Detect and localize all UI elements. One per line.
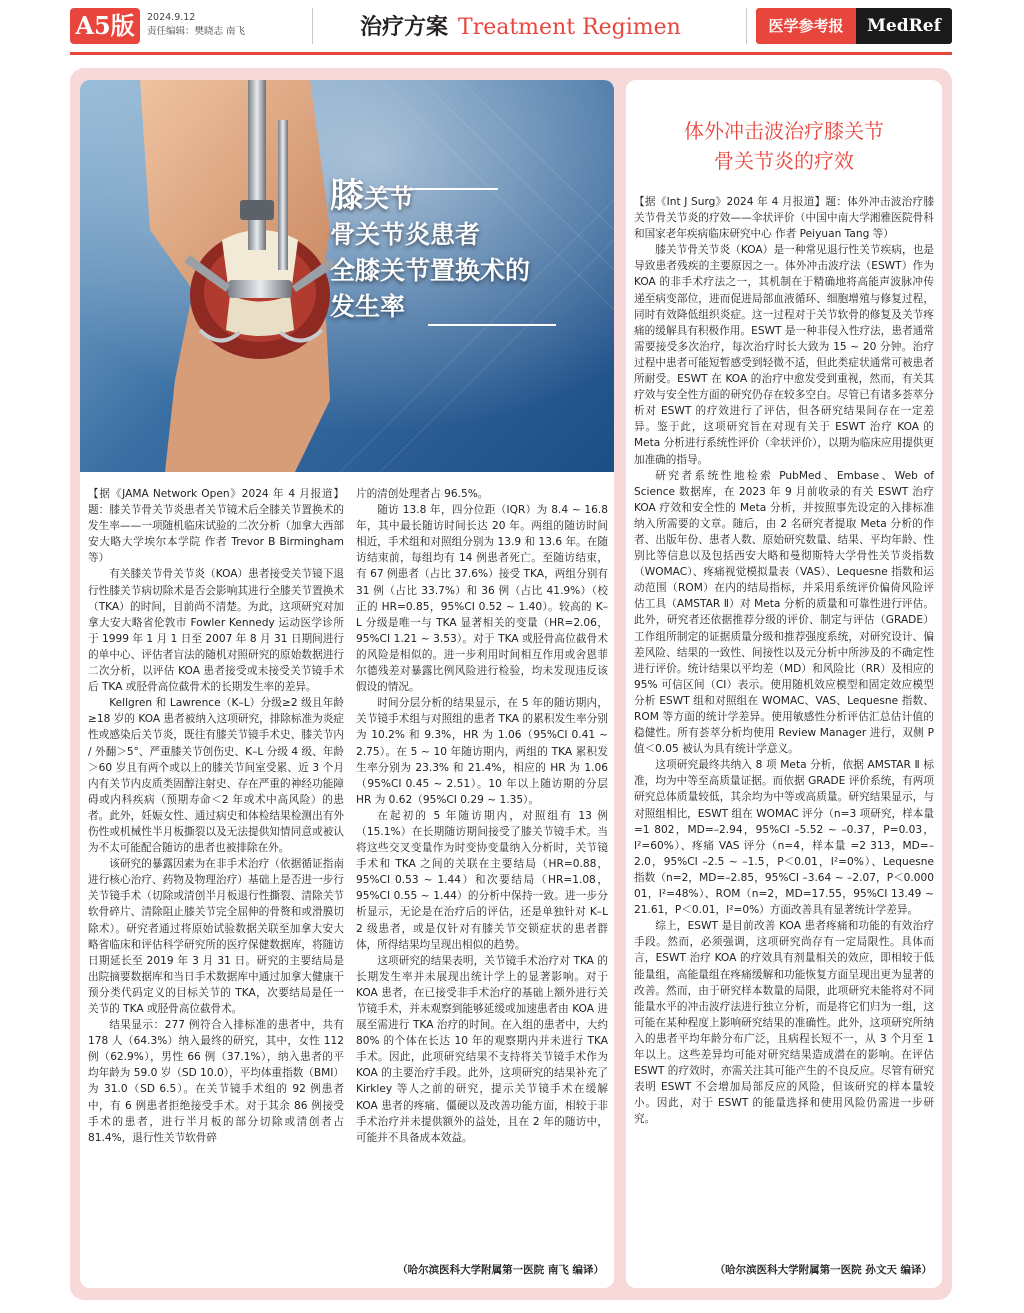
- article-column-1: [88, 486, 344, 1146]
- content-frame: [70, 68, 952, 1300]
- brand-name-cn: 医学参考报: [756, 8, 856, 44]
- article-paragraph: 随访 13.8 年，四分位距（IQR）为 8.4 ~ 16.8 年，其中最长随访时间长达 20 年。两组的随访时间相近，手术组和对照组分别为 13.9 和 13.6 年。在随访结束前，每组均有 14 例患者死亡。至随访结束，有 67 例患者（占比 37.6%）接受 TKA，两组分别有 31 例（占比 33.7%）和 36 例（占比 41.9%）（校正的 HR=0.85，95%CI 0.52 ~ 1.40）。较高的 K–L 分级是唯一与 TKA 显著相关的变量（HR=2.06，95%CI 1.21 ~ 3.53）。对于 TKA 或胫骨高位截骨术的风险是相似的。进一步利用时间相互作用或舍恩菲尔德残差对暴露比例风险进行检验，均未发现违反该假设的情况。: [356, 504, 608, 694]
- hero-title-char: 膝: [330, 176, 364, 216]
- article-paragraph: 有关膝关节骨关节炎（KOA）患者接受关节镜下退行性膝关节病切除术是否会影响其进行全膝关节置换术（TKA）的时间，目前尚不清楚。为此，这项研究对加拿大安大略省伦敦市 Fowler Kennedy 运动医学诊所于 1999 年 1 月 1 日至 2007 年 8 月 31 日期间进行的单中心、评估者盲法的随机对照研究的原始数据进行二次分析，以评估 KOA 患者接受或未接受关节镜手术后 TKA 或胫骨高位截骨术的长期发生率的差异。: [88, 568, 344, 694]
- hero-title-line4: 发生率: [330, 292, 406, 321]
- article-paragraph: 这项研究的结果表明，关节镜手术治疗对 TKA 的长期发生率并未展现出统计学上的显著影响。对于 KOA 患者，在已接受非手术治疗的基础上额外进行关节镜手术，并未观察到能够延缓或加速患者由 KOA 进展至需进行 TKA 治疗的时间。在入组的患者中，大约 80% 的个体在长达 10 年的观察期内并未进行 TKA 手术。因此，此项研究结果不支持将关节镜手术作为 KOA 的主要治疗手段。此外，这项研究的结果补充了 Kirkley 等人之前的研究，提示关节镜手术在缓解 KOA 患者的疼痛、僵硬以及改善功能方面，相较于非手术治疗并未提供额外的益处，且在 2 年的随访中，可能并不具备成本效益。: [356, 954, 608, 1144]
- header-divider: [312, 8, 313, 44]
- issue-meta: [147, 11, 245, 39]
- article-paragraph: 研究者系统性地检索 PubMed、Embase、Web of Science 数据库，在 2023 年 9 月前收录的有关 ESWT 治疗 KOA 疗效和安全性的 Meta 分析，并按照事先设定的入排标准纳入所需要的文章。随后，由 2 名研究者提取 Meta 分析的作者、出版年份、患者人数、原始研究数量、结果、平均年龄、性别比等信息以及包括西安大略和曼彻斯特大学骨性关节炎指数（WOMAC）、疼痛视觉模拟量表（VAS）、Lequesne 指数和运动范围（ROM）在内的结局指标，并采用系统评价偏倚风险评估工具（AMSTAR Ⅱ）对 Meta 分析的质量和可靠性进行评估。此外，研究者还依据推荐分级的评价、制定与评估（GRADE）工作组所制定的证据质量分级和推荐强度系统，对研究设计、偏差风险、结果的一致性、间接性以及元分析中所涉及的不确定性进行评价。统计结果以平均差（MD）和风险比（RR）及相应的 95% 可信区间（CI）表示。使用随机效应模型和固定效应模型分析 ESWT 组和对照组在 WOMAC、VAS、Lequesne 指数、ROM 等方面的统计学差异。使用敏感性分析评估汇总估计值的稳健性。所有荟萃分析均使用 Review Manager 进行，双侧 P 值＜0.05 被认为具有统计学意义。: [634, 469, 934, 756]
- article-paragraph: 膝关节骨关节炎（KOA）是一种常见退行性关节疾病，也是导致患者残疾的主要原因之一。体外冲击波疗法（ESWT）作为 KOA 的非手术疗法之一，其机制在于精确地将高能声波脉冲传递至病变部位，进而促进局部血液循环、细胞增殖与修复过程，同时有效降低组织炎症。这一过程对于关节软骨的修复及关节疼痛的缓解具有积极作用。ESWT 是一种非侵入性疗法，患者通常需要接受多次治疗，每次治疗时长大致为 15 ~ 20 分钟。治疗过程中患者可能短暂感受到轻微不适，但此类症状通常可被患者所耐受。ESWT 在 KOA 的治疗中愈发受到重视，然而，有关其疗效与安全性方面的研究仍存在较多空白。尽管已有诸多荟萃分析对 ESWT 的疗效进行了评估，但各研究结果间存在一定差异。鉴于此，这项研究旨在对现有关于 ESWT 治疗 KOA 的 Meta 分析进行系统性评价（伞状评价），以期为临床应用提供更加准确的指导。: [634, 244, 934, 466]
- article-paragraph: 该研究的暴露因素为在非手术治疗（依据循证指南进行核心治疗、药物及物理治疗）基础上是否进一步行关节镜手术（切除或清创半月板退行性撕裂、清除关节软骨碎片、清除阻止膝关节完全屈伸的骨赘和或滑膜切除术）。研究者通过将原始试验数据关联至加拿大安大略省临床和评估科学研究所的医疗保健数据库，将随访日期延长至 2019 年 3 月 31 日。研究的主要结局是出院摘要数据库和当日手术数据库中通过加拿大健康干预分类代码定义的目标关节的 TKA，次要结局是任一关节的 TKA 或胫骨高位截骨术。: [88, 858, 344, 1015]
- article-paragraph: 综上，ESWT 是目前改善 KOA 患者疼痛和功能的有效治疗手段。然而，必须强调，这项研究尚存有一定局限性。具体而言，ESWT 治疗 KOA 的疗效具有剂量相关的效应，即相较于低能量组，高能量组在疼痛缓解和功能恢复方面呈现出更为显著的改善。然而，由于研究样本数量的局限，此项研究未能将对不同能量水平的冲击波疗法进行独立分析，而是将它们归为一组，这可能在某种程度上影响研究结果的准确性。此外，这项研究所纳入的患者平均年龄分布广泛，且病程长短不一，从 3 个月至 1 年以上。这些差异均可能对研究结果造成潜在的影响。在评估 ESWT 的疗效时，亦需关注其可能产生的不良反应。尽管有研究表明 ESWT 不会增加局部反应的风险，但该研究的样本量较小。因此，对于 ESWT 的能量选择和使用风险仍需进一步研究。: [634, 920, 934, 1126]
- article-credit: （哈尔滨医科大学附属第一医院 孙文天 编译）: [714, 1264, 932, 1276]
- page-badge: A5版: [70, 8, 140, 44]
- header-divider: [746, 8, 747, 44]
- header-rule: [70, 52, 952, 55]
- article-paragraph: 片的清创处理者占 96.5%。: [356, 488, 489, 500]
- brand-name-en: MedRef: [856, 8, 952, 44]
- right-title-line1: 体外冲击波治疗膝关节: [684, 119, 884, 143]
- left-article: [80, 80, 614, 1288]
- issue-date: 2024.9.12: [147, 12, 196, 23]
- hero-title-line1: 关节: [364, 184, 415, 213]
- right-article-title: [626, 116, 942, 176]
- right-article-body: [634, 194, 934, 1127]
- section-title-cn: 治疗方案: [360, 14, 449, 40]
- hero-image: [80, 80, 614, 472]
- article-paragraph: 时间分层分析的结果显示，在 5 年的随访期内，关节镜手术组与对照组的患者 TKA 的累积发生率分别为 10.2% 和 9.3%，HR 为 1.06（95%CI 0.41 ~ 2.75）。在 5 ~ 10 年随访期内，两组的 TKA 累积发生率分别为 23.3% 和 21.4%，相应的 HR 为 1.06（95%CI 0.45 ~ 2.51）。10 年以上随访期的分层 HR 为 0.62（95%CI 0.29 ~ 1.35）。: [356, 697, 608, 806]
- article-paragraph: 这项研究最终共纳入 8 项 Meta 分析，依据 AMSTAR Ⅱ 标准，均为中等至高质量证据。而依据 GRADE 评价系统，有两项研究总体质量较低，其余均为中等或高质量。研究结果显示，与对照组相比，ESWT 组在 WOMAC 评分（n=3 项研究，样本量 =1 802，MD=–2.94，95%CI –5.52 ~ –0.37，P=0.03，I²=60%）、疼痛 VAS 评分（n=4，样本量 =2 313，MD=–2.0，95%CI –2.5 ~ –1.5，P＜0.01，I²=0%）、Lequesne 指数（n=2，MD=–2.85，95%CI –3.64 ~ –2.07，P＜0.000 01，I²=48%）、ROM（n=2，MD=17.55，95%CI 13.49 ~ 21.61，P＜0.01，I²=0%）方面改善具有显著统计学差异。: [634, 759, 934, 917]
- hero-title-line3: 全膝关节置换术的: [330, 256, 531, 285]
- section-title: [360, 10, 681, 44]
- article-paragraph: 结果显示：277 例符合入排标准的患者中，共有 178 人（64.3%）纳入最终的研究，其中，女性 112 例（62.9%），男性 66 例（37.1%），纳入患者的平均年龄为 59.0 岁（SD 10.0），平均体重指数（BMI）为 31.0（SD 6.5）。在关节镜手术组的 92 例患者中，有 6 例患者拒绝接受手术。对于其余 86 例接受手术的患者，进行半月板的部分切除或清创者占 81.4%，退行性关节软骨碎: [88, 1019, 344, 1144]
- article-paragraph: 在起初的 5 年随访期内，对照组有 13 例（15.1%）在长期随访期间接受了膝关节镜手术。当将这些交叉变量作为时变协变量纳入分析时，关节镜手术和 TKA 之间的关联在主要结局（HR=0.88，95%CI 0.53 ~ 1.44）和次要结局（HR=1.08，95%CI 0.55 ~ 1.44）的分析中保持一致。进一步分析显示，无论是在治疗后的评估，还是单独针对 K–L 2 级患者，或是仅针对有膝关节交锁症状的患者群体，所得结果均呈现出相似的趋势。: [356, 809, 608, 951]
- article-lead: 【据《JAMA Network Open》2024 年 4 月报道】题：膝关节骨关节炎患者关节镜术后全膝关节置换术的发生率——一项随机临床试验的二次分析（加拿大西部安大略大学埃尔本学院 作者 Trevor B Birmingham 等）: [88, 488, 344, 565]
- article-credit: （哈尔滨医科大学附属第一医院 南飞 编译）: [397, 1264, 604, 1276]
- article-lead: 【据《Int J Surg》2024 年 4 月报道】题：体外冲击波治疗膝关节骨关节炎的疗效——伞状评价（中国中南大学湘雅医院骨科和国家老年疾病临床研究中心 作者 Peiyuan Tang 等）: [634, 196, 934, 241]
- issue-editors: 责任编辑：樊晓志 南飞: [147, 26, 246, 37]
- hero-title: [330, 178, 530, 325]
- page-header: [0, 0, 1024, 50]
- right-title-line2: 骨关节炎的疗效: [714, 149, 854, 173]
- article-paragraph: Kellgren 和 Lawrence（K–L）分级≥2 级且年龄≥18 岁的 KOA 患者被纳入这项研究，排除标准为炎症性或感染后关节炎，既往有膝关节镜手术史、膝关节内 / 外翻＞5°、严重膝关节创伤史、K–L 分级 4 级、年龄＞60 岁且有两个或以上的膝关节间室受累、近 3 个月内有关节内皮质类固醇注射史、存在严重的神经功能障碍或内科疾病（预期寿命＜2 年或术中高风险）的患者。此外，妊娠女性、通过病史和体检结果检测出有外伤性或机械性半月板撕裂以及无法提供知情同意或被认为不太可能配合随访的患者也被排除在外。: [88, 697, 344, 855]
- section-title-en: Treatment Regimen: [458, 15, 681, 40]
- article-column-2: [356, 486, 608, 1146]
- hero-title-line2: 骨关节炎患者: [330, 220, 481, 249]
- right-article: [626, 80, 942, 1288]
